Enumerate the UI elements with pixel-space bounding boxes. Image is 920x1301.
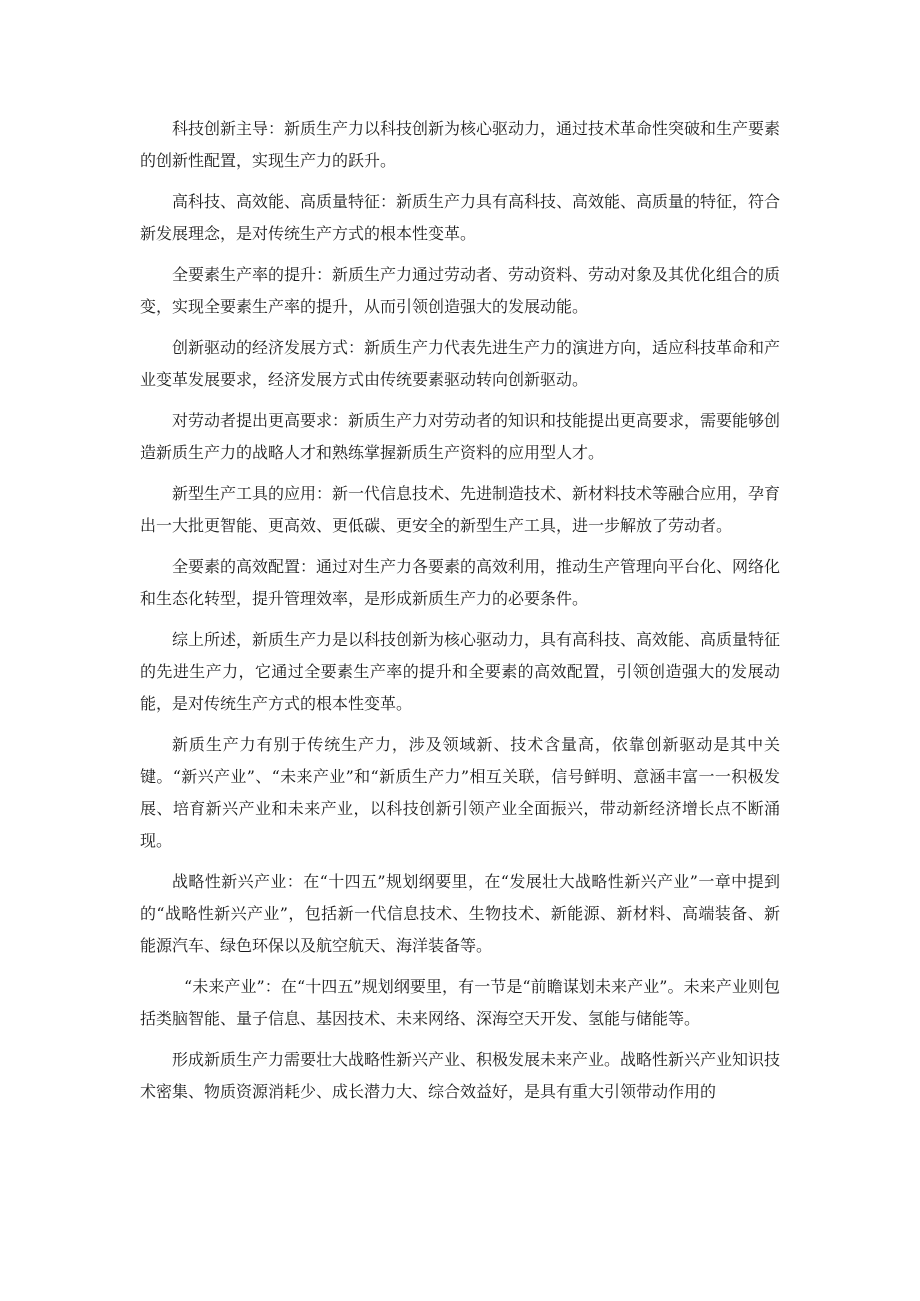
paragraph-new-production-tools: 新型生产工具的应用：新一代信息技术、先进制造技术、新材料技术等融合应用，孕育出一大批更智能、更高效、更低碳、更安全的新型生产工具，进一步解放了劳动者。: [140, 484, 781, 535]
paragraph-forming-new-productivity: 形成新质生产力需要壮大战略性新兴产业、积极发展未来产业。战略性新兴产业知识技术密集、物质资源消耗少、成长潜力大、综合效益好，是具有重大引领带动作用的: [140, 1050, 781, 1101]
paragraph-summary: 综上所述，新质生产力是以科技创新为核心驱动力，具有高科技、高效能、高质量特征的先进生产力，它通过全要素生产率的提升和全要素的高效配置，引领创造强大的发展动能，是对传统生产方式的根本性变革。: [140, 630, 781, 713]
paragraph-efficient-allocation: 全要素的高效配置：通过对生产力各要素的高效利用，推动生产管理向平台化、网络化和生态化转型，提升管理效率，是形成新质生产力的必要条件。: [140, 557, 781, 608]
paragraph-emerging-industries: 新质生产力有别于传统生产力，涉及领域新、技术含量高，依靠创新驱动是其中关键。“新兴产业”、“未来产业”和“新质生产力”相互关联，信号鲜明、意涵丰富一一积极发展、培育新兴产业和未来产业，以科技创新引领产业全面振兴，带动新经济增长点不断涌现。: [140, 735, 780, 850]
paragraph-worker-requirements: 对劳动者提出更高要求：新质生产力对劳动者的知识和技能提出更高要求，需要能够创造新质生产力的战略人才和熟练掌握新质生产资料的应用型人才。: [140, 411, 781, 462]
paragraph-total-factor-productivity: 全要素生产率的提升：新质生产力通过劳动者、劳动资料、劳动对象及其优化组合的质变，实现全要素生产率的提升，从而引领创造强大的发展动能。: [140, 265, 781, 316]
paragraph-future-industries: “未来产业”：在“十四五”规划纲要里，有一节是“前瞻谋划未来产业”。未来产业则包括类脑智能、量子信息、基因技术、未来网络、深海空天开发、氢能与储能等。: [140, 977, 780, 1028]
paragraph-high-tech-features: 高科技、高效能、高质量特征：新质生产力具有高科技、高效能、高质量的特征，符合新发展理念，是对传统生产方式的根本性变革。: [140, 192, 781, 243]
paragraph-innovation-driven-economy: 创新驱动的经济发展方式：新质生产力代表先进生产力的演进方向，适应科技革命和产业变革发展要求，经济发展方式由传统要素驱动转向创新驱动。: [140, 338, 781, 389]
paragraph-strategic-emerging-industries: 战略性新兴产业：在“十四五”规划纲要里，在“发展壮大战略性新兴产业”一章中提到的“战略性新兴产业”，包括新一代信息技术、生物技术、新能源、新材料、高端装备、新能源汽车、绿色环保以及航空航天、海洋装备等。: [140, 872, 780, 955]
paragraph-sci-tech-innovation: 科技创新主导：新质生产力以科技创新为核心驱动力，通过技术革命性突破和生产要素的创新性配置，实现生产力的跃升。: [140, 119, 781, 170]
